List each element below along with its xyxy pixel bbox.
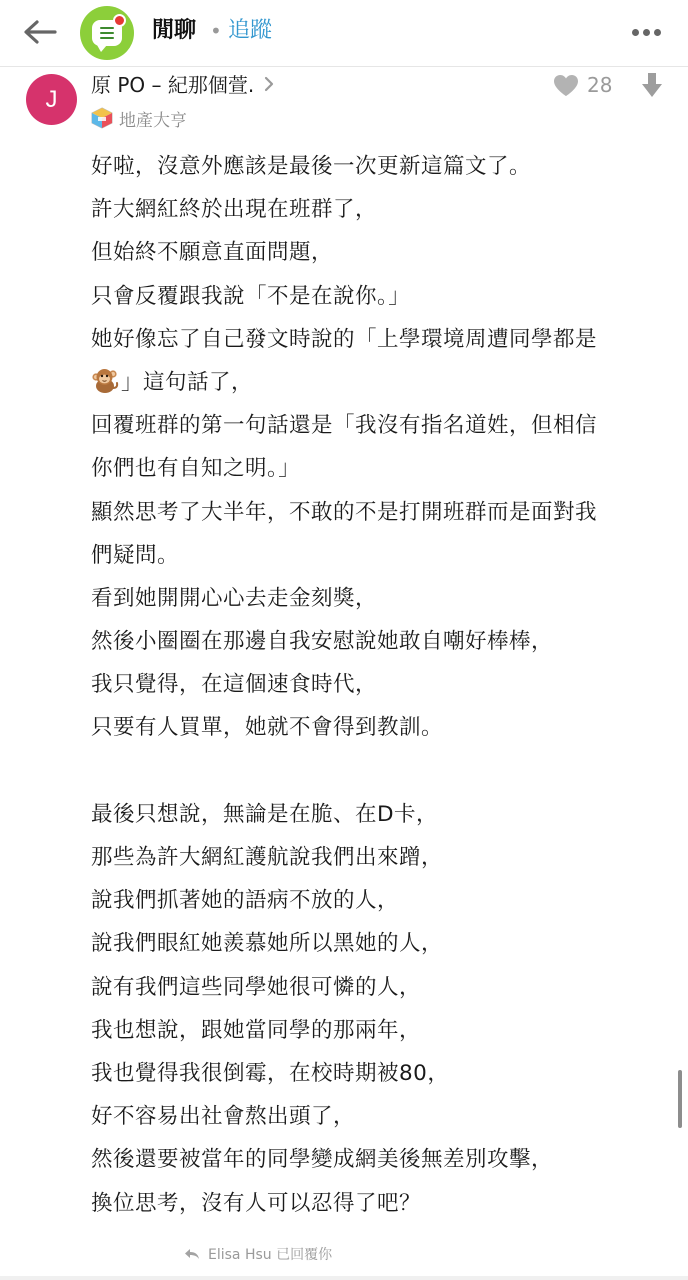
body-line: 看到她開開心心去走金刻獎， (91, 585, 378, 611)
body-line: 換位思考，沒有人可以忍得了吧？ (91, 1190, 422, 1216)
body-line: 顯然思考了大半年，不敢的不是打開班群而是面對我 (91, 499, 598, 525)
reply-notice[interactable] (184, 1242, 332, 1266)
body-line: 說我們抓著她的語病不放的人， (91, 888, 400, 914)
body-line-text: 」這句話了， (121, 369, 254, 395)
body-line: 她好像忘了自己發文時說的「上學環境周遭同學都是 (91, 326, 598, 352)
body-line: 最後只想說，無論是在脆、在D卡， (91, 801, 439, 827)
body-line: 許大網紅終於出現在班群了， (91, 197, 378, 223)
board-avatar[interactable] (80, 6, 134, 60)
cube-badge-icon (91, 107, 113, 129)
body-line: 好不容易出社會熬出頭了， (91, 1104, 356, 1130)
body-line: 你們也有自知之明。」 (91, 456, 301, 482)
school-name: 地產大亨 (119, 110, 187, 131)
author-avatar[interactable]: J (26, 74, 77, 125)
body-blank-line (91, 750, 666, 793)
comment-body (91, 145, 666, 1225)
top-bar (0, 0, 688, 67)
title-separator: • (210, 19, 222, 43)
body-line: 但始終不願意直面問題， (91, 240, 334, 266)
chevron-right-icon (264, 70, 274, 100)
body-line: 說有我們這些同學她很可憐的人， (91, 974, 422, 1000)
notification-dot (113, 14, 126, 27)
more-options-button[interactable] (624, 14, 668, 50)
reply-notice-text: Elisa Hsu 已回覆你 (208, 1247, 333, 1263)
bottom-divider (0, 1276, 688, 1280)
body-line: 我也想說，跟她當同學的那兩年， (91, 1017, 422, 1043)
body-line: 回覆班群的第一句話還是「我沒有指名道姓，但相信 (91, 413, 598, 439)
reply-arrow-icon (184, 1248, 200, 1260)
arrow-down-icon (641, 72, 663, 98)
follow-button[interactable]: 追蹤 (228, 18, 273, 43)
body-line: 然後小圈圈在那邊自我安慰說她敢自嘲好棒棒， (91, 629, 554, 655)
downvote-button[interactable] (637, 70, 667, 100)
like-button[interactable] (553, 70, 612, 100)
body-line-with-emoji (91, 361, 666, 404)
back-button[interactable] (18, 12, 62, 52)
body-line: 只要有人買單，她就不會得到教訓。 (91, 715, 444, 741)
scrollbar[interactable] (678, 1070, 682, 1128)
author-name: 原 PO – 紀那個萱. (91, 73, 255, 97)
body-line: 說我們眼紅她羨慕她所以黑她的人， (91, 931, 444, 957)
body-line: 然後還要被當年的同學變成網美後無差別攻擊， (91, 1147, 554, 1173)
board-title[interactable]: 閒聊 (152, 18, 197, 43)
more-dots-icon (632, 29, 639, 36)
author-school (91, 104, 187, 132)
like-count: 28 (587, 73, 613, 97)
monkey-emoji-icon (91, 366, 119, 394)
arrow-left-icon (23, 20, 57, 44)
body-line: 我也覺得我很倒霉，在校時期被80， (91, 1060, 450, 1086)
heart-icon (553, 74, 579, 97)
author-row[interactable] (91, 70, 274, 100)
body-line: 我只覺得，在這個速食時代， (91, 672, 378, 698)
body-line: 好啦，沒意外應該是最後一次更新這篇文了。 (91, 154, 532, 179)
body-line: 只會反覆跟我說「不是在說你。」 (91, 283, 411, 309)
body-line: 那些為許大網紅護航說我們出來蹭， (91, 845, 444, 870)
body-line: 們疑問。 (91, 542, 180, 568)
